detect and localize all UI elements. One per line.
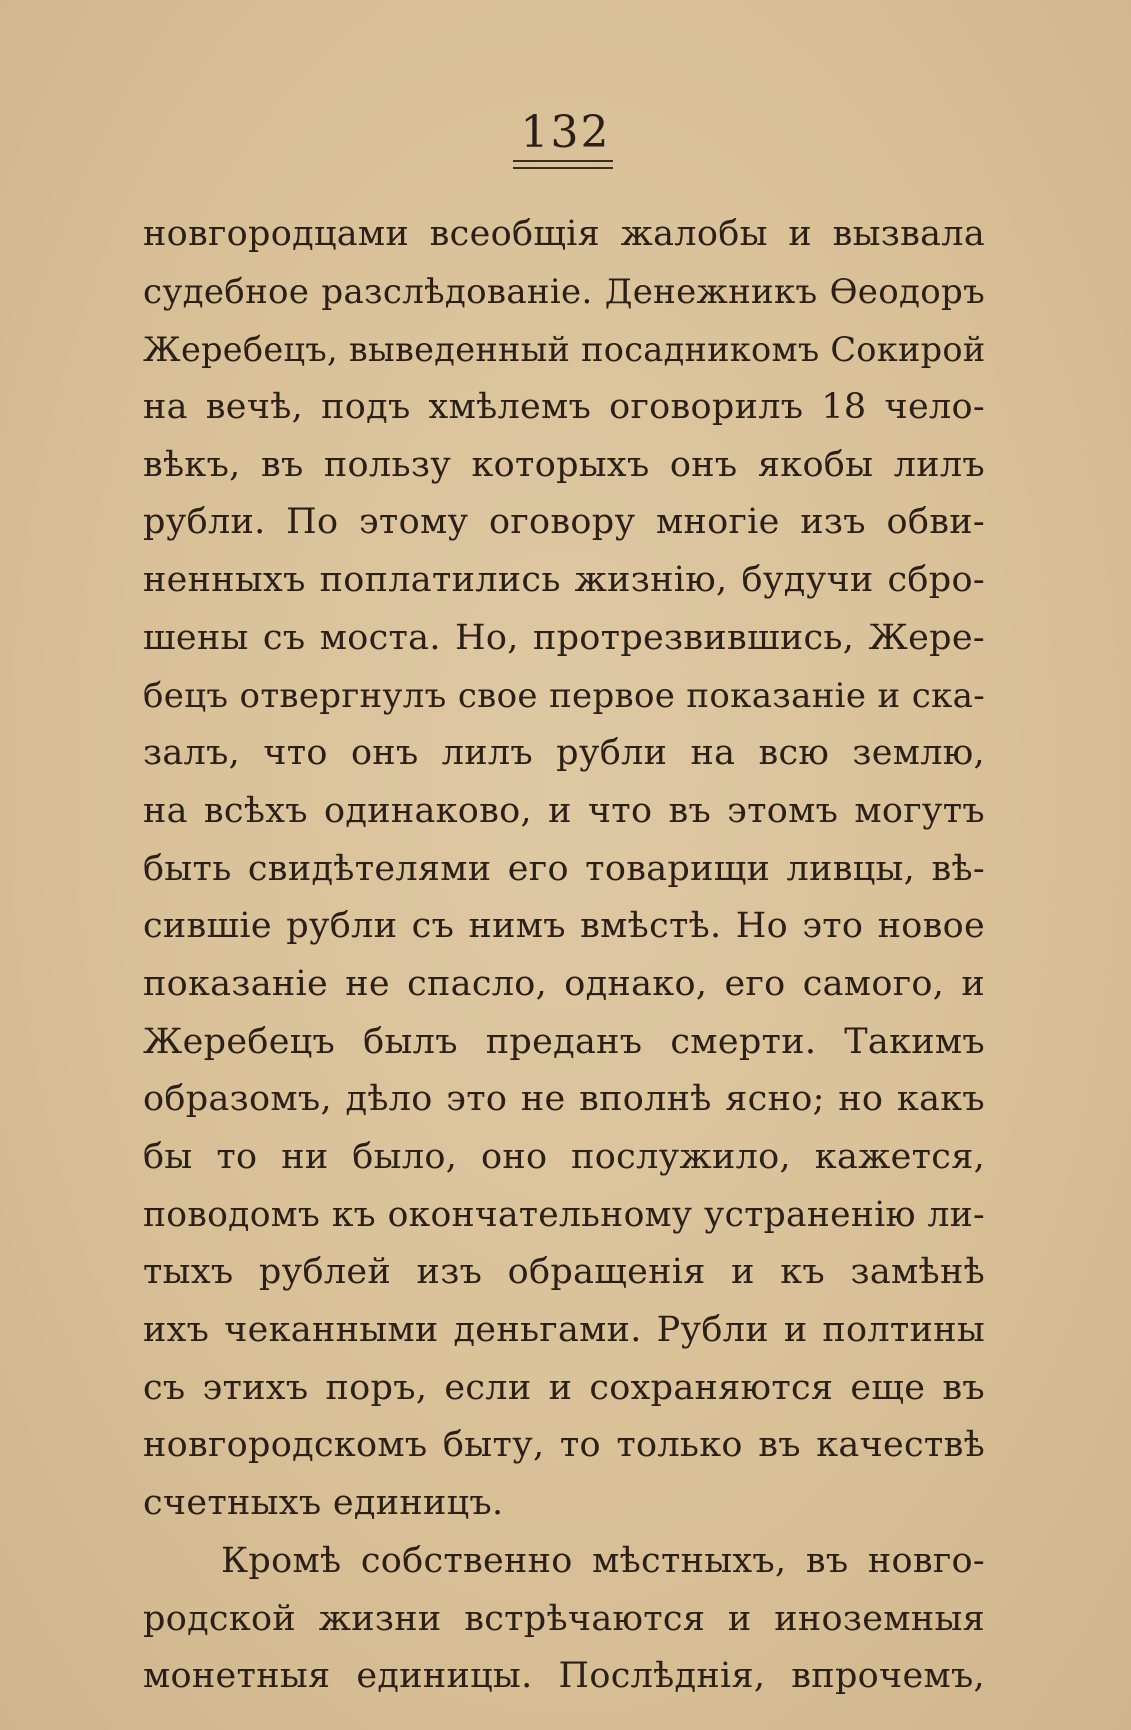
text-line: тыхъ рублей изъ обращенія и къ замѣнѣ (143, 1252, 985, 1293)
text-line: бы то ни было, оно послужило, кажется, (143, 1137, 985, 1177)
page-number-rule-top (513, 160, 613, 162)
text-line: шены съ моста. Но, протрезвившись, Жере- (143, 617, 985, 658)
text-line: судебное разслѣдованіе. Денежникъ Ѳеодоръ (143, 271, 985, 312)
text-line: залъ, что онъ лилъ рубли на всю землю, (143, 733, 985, 774)
text-line: образомъ, дѣло это не вполнѣ ясно; но какъ (143, 1079, 985, 1120)
text-line: бецъ отвергнулъ свое первое показаніе и ска- (143, 675, 985, 716)
text-line: Жеребецъ, выведенный посадникомъ Сокирой (143, 330, 986, 370)
body-text (143, 206, 985, 1706)
text-line: быть свидѣтелями его товарищи ливцы, вѣ- (143, 848, 985, 889)
text-line: монетныя единицы. Послѣднія, впрочемъ, (143, 1656, 985, 1697)
paragraph-start-line: Кромѣ собственно мѣстныхъ, въ новго- (221, 1540, 985, 1581)
text-line: вѣкъ, въ пользу которыхъ онъ якобы лилъ (143, 444, 985, 485)
text-line: ненныхъ поплатились жизнію, будучи сбро- (143, 560, 985, 601)
text-line: показаніе не спасло, однако, его самого, и (143, 963, 985, 1004)
text-line: съ этихъ поръ, если и сохраняются еще въ (143, 1367, 985, 1408)
text-line: поводомъ къ окончательному устраненію ли- (143, 1194, 985, 1235)
paragraph-end-line: счетныхъ единицъ. (143, 1483, 504, 1524)
page-number-rule-bottom (513, 167, 613, 169)
text-line: на всѣхъ одинаково, и что въ этомъ могутъ (143, 790, 985, 831)
text-line: Жеребецъ былъ преданъ смерти. Такимъ (143, 1021, 985, 1062)
text-line: ихъ чеканными деньгами. Рубли и полтины (143, 1310, 985, 1351)
text-line: новгородскомъ быту, то только въ качествѣ (143, 1425, 985, 1466)
text-line: рубли. По этому оговору многіе изъ обви- (143, 502, 985, 543)
text-line: новгородцами всеобщія жалобы и вызвала (143, 214, 985, 254)
text-line: на вечѣ, подъ хмѣлемъ оговорилъ 18 чело- (143, 387, 985, 428)
text-line: родской жизни встрѣчаются и иноземныя (143, 1598, 985, 1639)
page-number: 132 (520, 107, 611, 158)
text-line: сившіе рубли съ нимъ вмѣстѣ. Но это новое (143, 906, 985, 947)
